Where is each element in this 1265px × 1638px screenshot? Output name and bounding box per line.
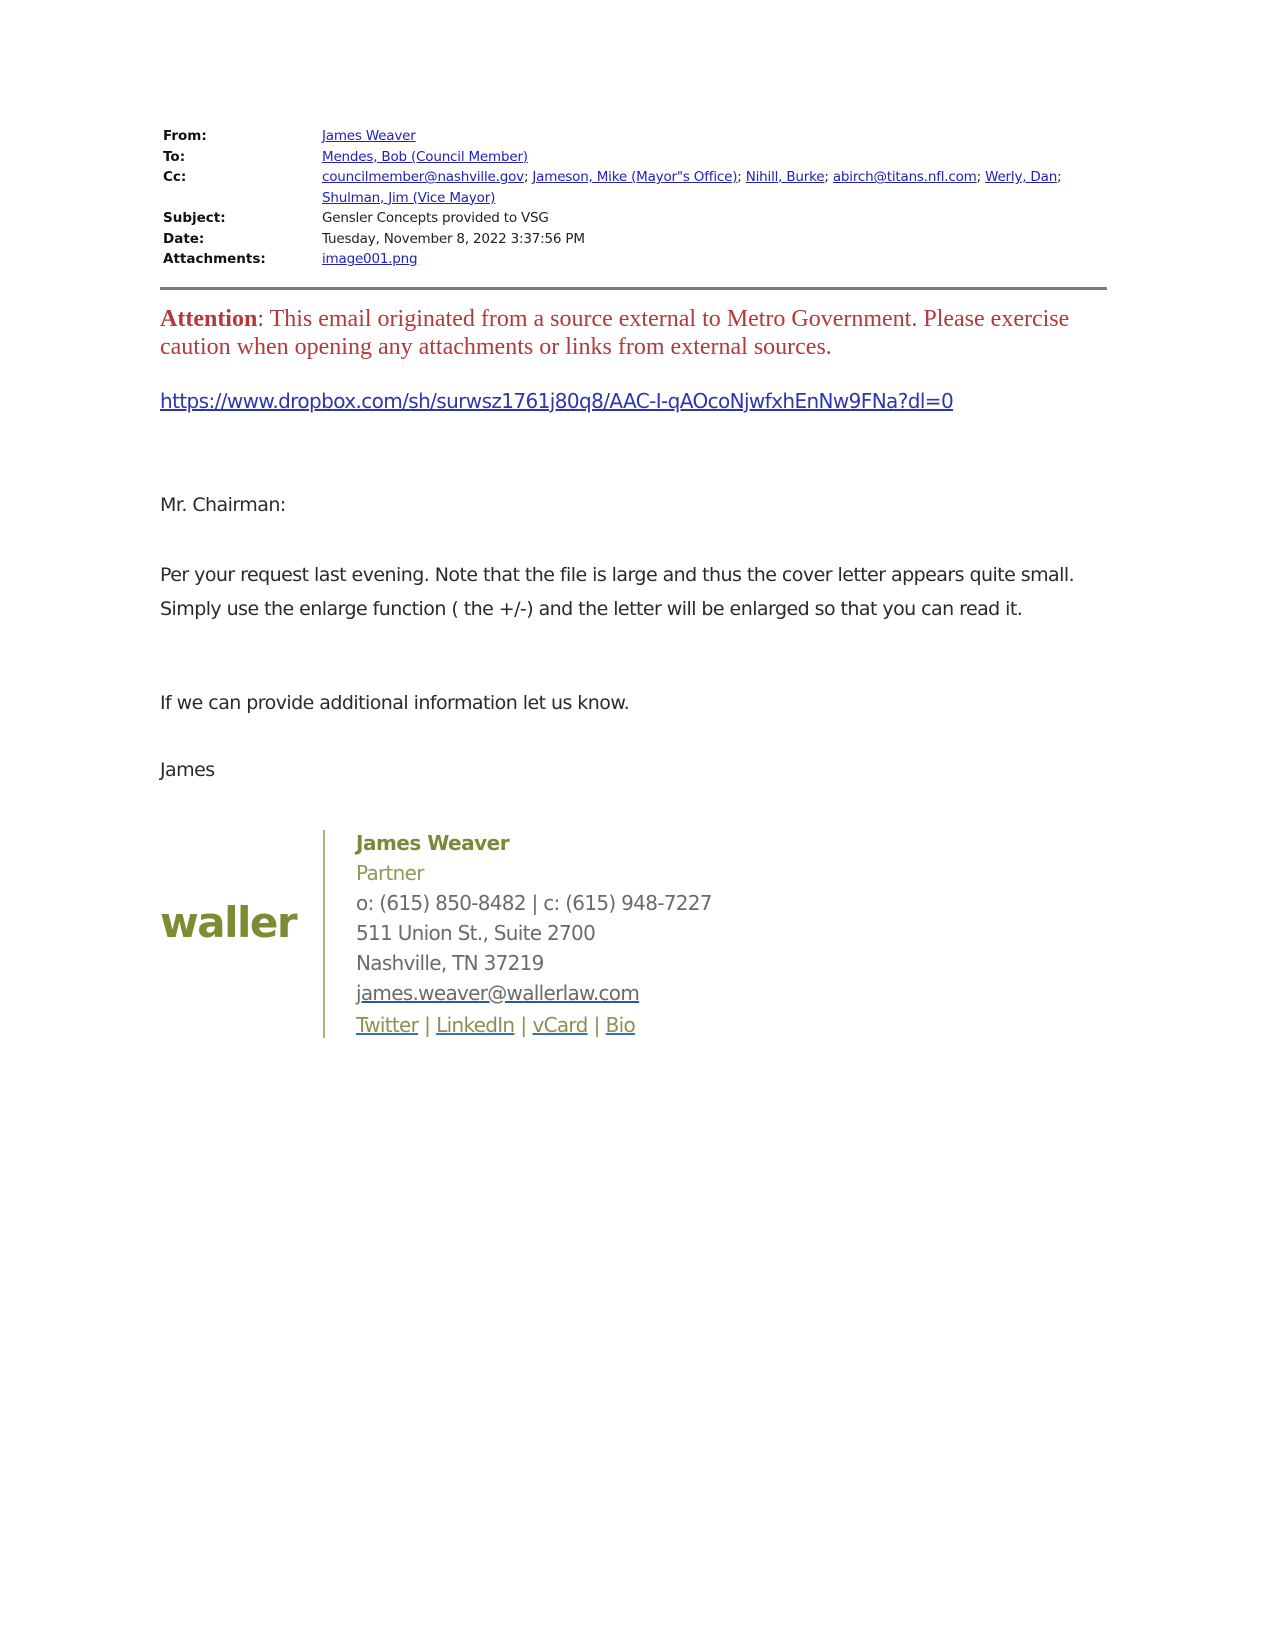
cc-label: Cc: (163, 169, 187, 185)
body-paragraph: Per your request last evening. Note that the file is large and thus the cover letter appears quite small. Simply use the enlarge function ( the +/-) and the letter will be enlarged so that you can read it. (160, 564, 1075, 620)
signoff: James (160, 759, 215, 781)
email-signature (356, 828, 712, 1040)
notice-text: : This email originated from a source external to Metro Government. Please exercise caution when opening any attachments or links from external sources. (160, 306, 1070, 360)
attachments-row (163, 249, 1108, 270)
cc-separator: ; (824, 169, 833, 185)
external-email-notice (160, 305, 1120, 361)
from-row (163, 126, 1108, 147)
signature-name: James Weaver (356, 831, 510, 855)
greeting: Mr. Chairman: (160, 494, 286, 516)
cc-recipient[interactable]: councilmember@nashville.gov (322, 169, 524, 185)
subject-label: Subject: (163, 210, 226, 226)
cc-recipient[interactable]: Shulman, Jim (Vice Mayor) (322, 189, 496, 206)
notice-lead: Attention (160, 306, 258, 332)
to-link[interactable]: Mendes, Bob (Council Member) (322, 148, 528, 165)
cc-row (163, 167, 1108, 208)
header-divider (160, 287, 1107, 290)
cc-recipient[interactable]: Nihill, Burke (745, 169, 825, 185)
dropbox-link[interactable]: https://www.dropbox.com/sh/surwsz1761j80q8/AAC-I-qAOcoNjwfxhEnNw9FNa?dl=0 (160, 389, 954, 413)
cc-separator: ; (1057, 169, 1062, 185)
waller-logo: waller (160, 898, 297, 947)
cc-recipient[interactable]: abirch@titans.nfl.com (832, 169, 977, 185)
cc-recipient[interactable]: Werly, Dan (985, 169, 1058, 185)
cc-separator: ; (737, 169, 746, 185)
cc-recipient[interactable]: Jameson, Mike (Mayor"s Office) (532, 169, 738, 185)
from-link[interactable]: James Weaver (322, 128, 416, 144)
link-separator: | (593, 1013, 600, 1037)
date-value: Tuesday, November 8, 2022 3:37:56 PM (322, 230, 585, 247)
signature-email-link[interactable]: james.weaver@wallerlaw.com (356, 981, 640, 1005)
to-label: To: (163, 148, 186, 165)
subject-value: Gensler Concepts provided to VSG (322, 210, 549, 226)
signature-divider (323, 830, 325, 1038)
vcard-link[interactable]: vCard (532, 1013, 588, 1037)
attachments-label: Attachments: (163, 251, 266, 267)
attachment-link[interactable]: image001.png (322, 251, 418, 267)
cc-separator: ; (523, 169, 533, 185)
email-header (163, 126, 1108, 270)
signature-social-links (356, 1010, 712, 1040)
signature-address-line1: 511 Union St., Suite 2700 (356, 921, 596, 945)
to-row (163, 147, 1108, 168)
subject-row (163, 208, 1108, 229)
signature-phone: o: (615) 850-8482 | c: (615) 948-7227 (356, 891, 712, 915)
cc-separator: ; (976, 169, 986, 185)
linkedin-link[interactable]: LinkedIn (436, 1013, 515, 1037)
date-label: Date: (163, 230, 205, 247)
cc-list (322, 167, 1108, 208)
link-separator: | (520, 1013, 527, 1037)
signature-title: Partner (356, 861, 424, 885)
signature-address-line2: Nashville, TN 37219 (356, 951, 544, 975)
bio-link[interactable]: Bio (605, 1013, 636, 1037)
date-row (163, 229, 1108, 250)
body-paragraph: If we can provide additional information let us know. (160, 692, 630, 714)
link-separator: | (424, 1013, 431, 1037)
twitter-link[interactable]: Twitter (356, 1013, 419, 1037)
from-label: From: (163, 128, 207, 144)
